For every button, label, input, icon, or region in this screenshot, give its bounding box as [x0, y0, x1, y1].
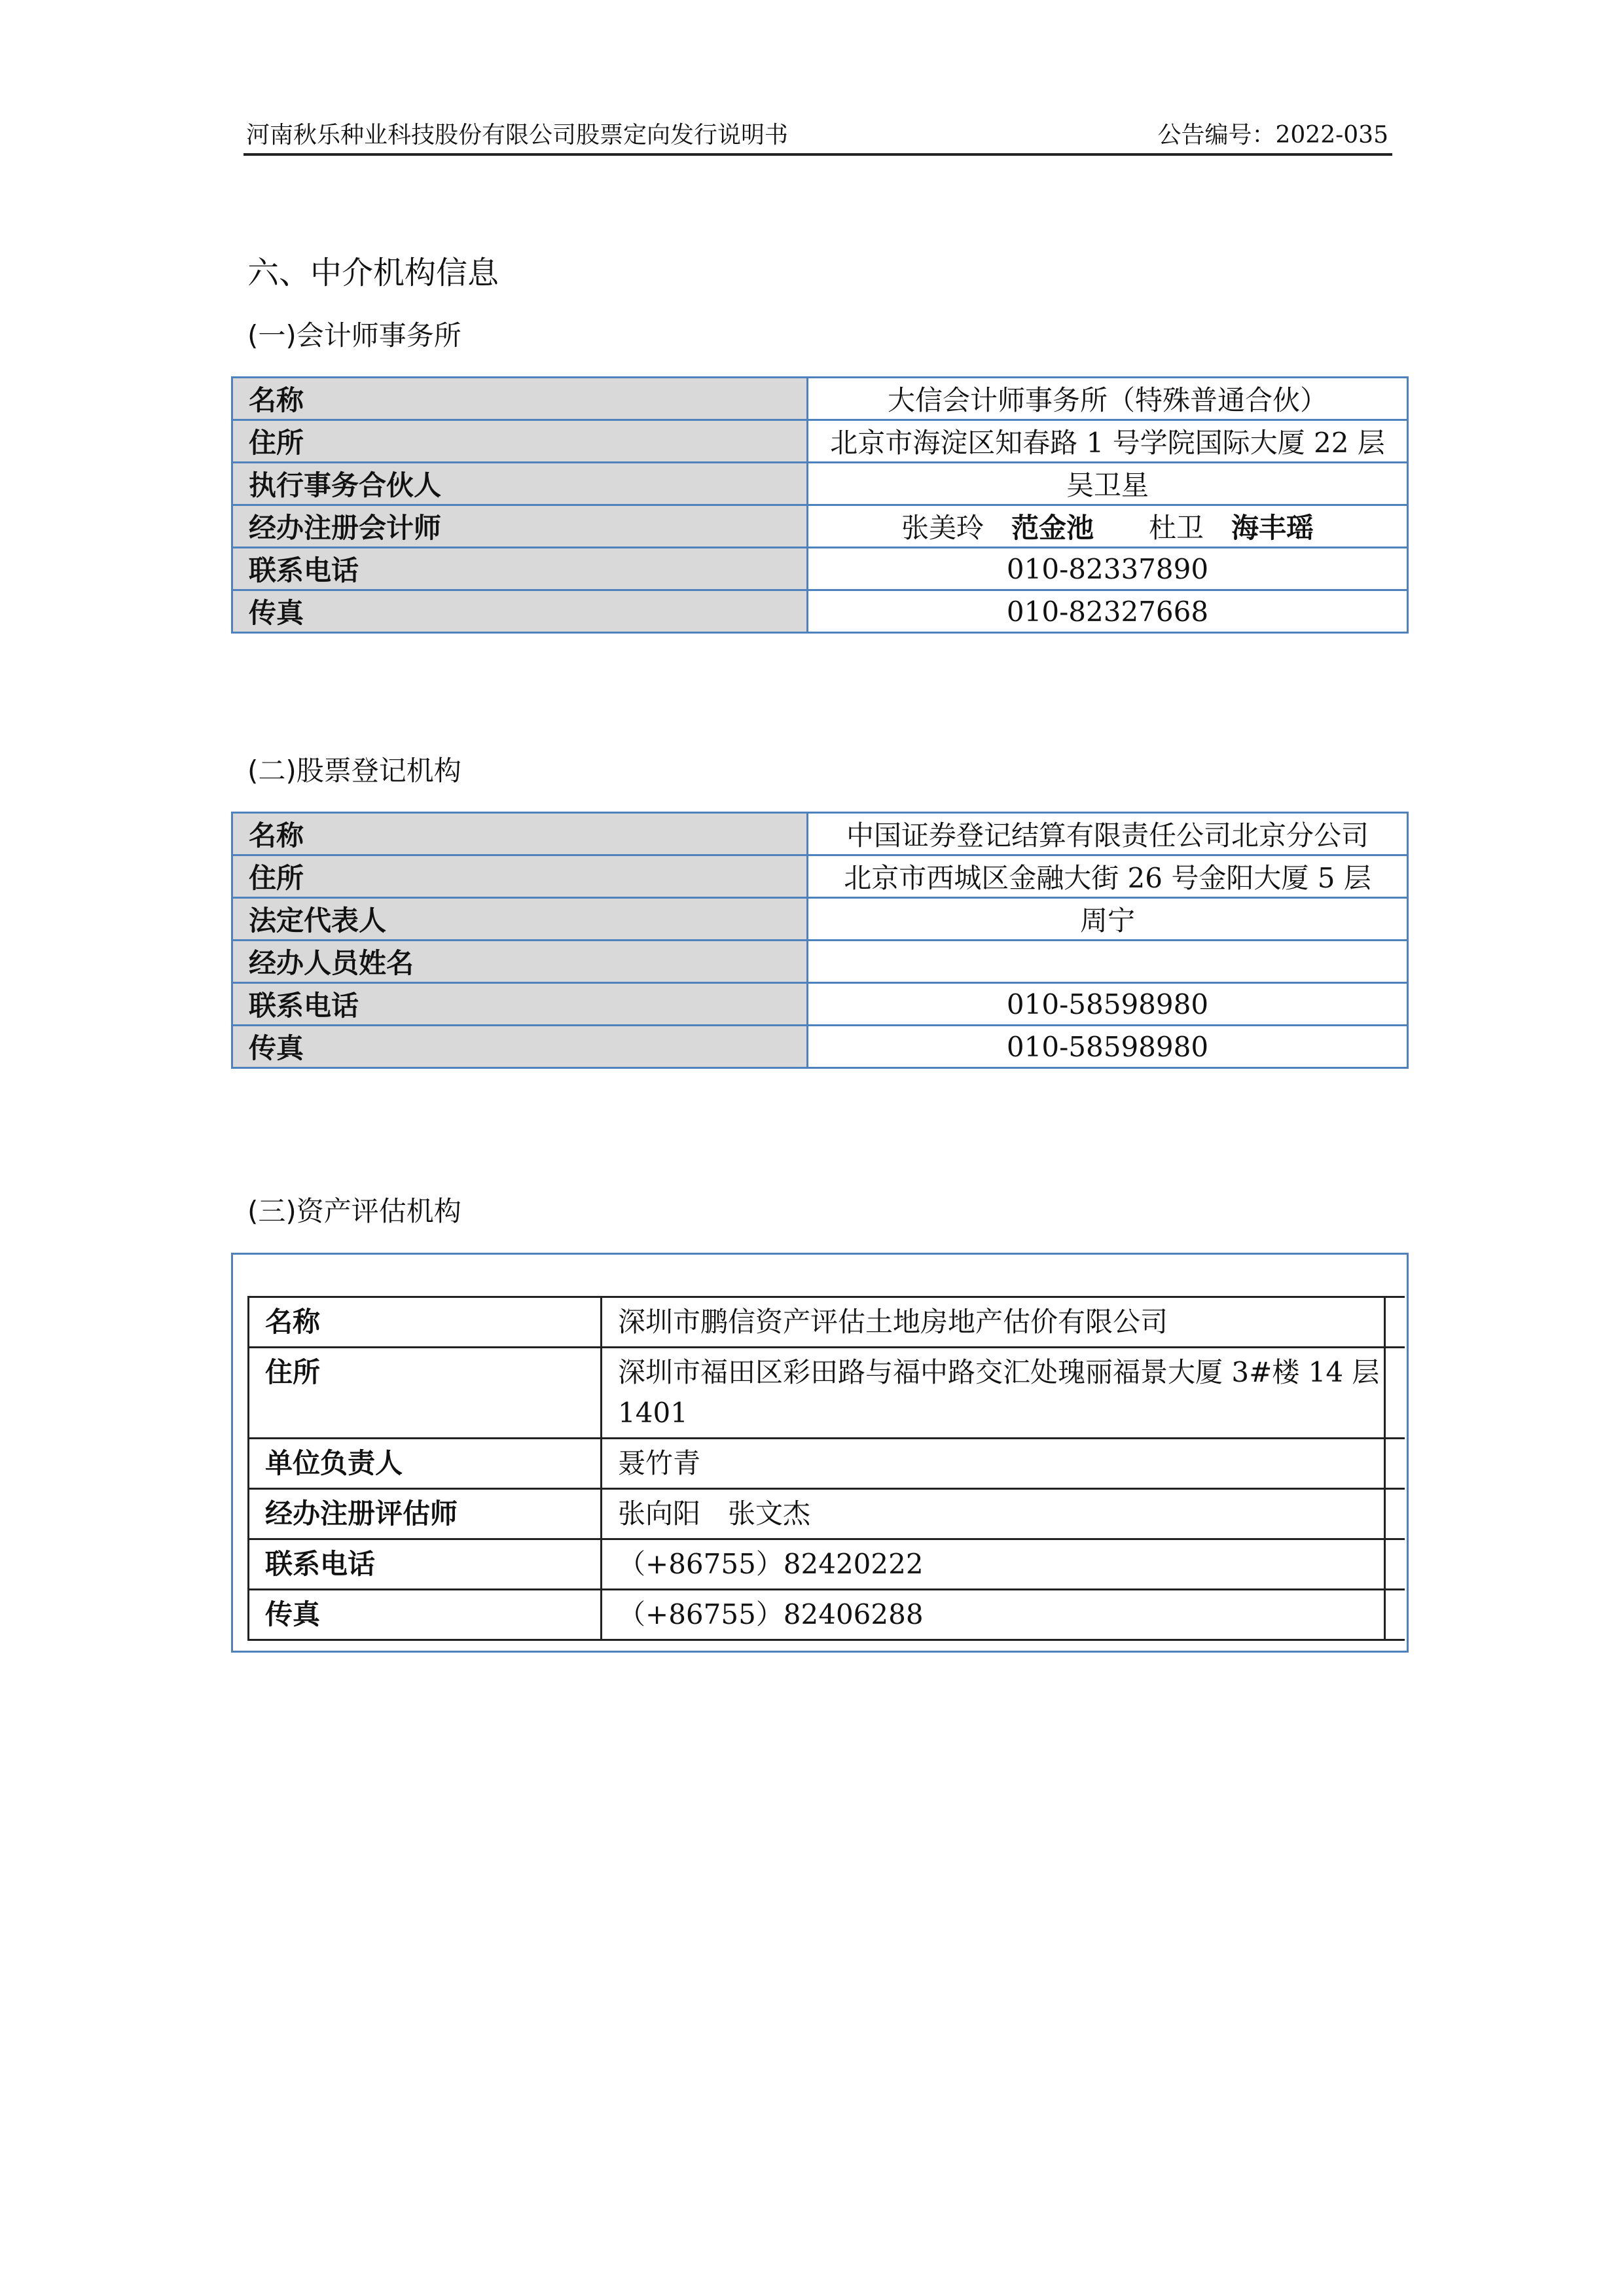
cpa-name: 杜卫: [1149, 512, 1204, 544]
registry-heading: (二)股票登记机构: [247, 755, 461, 787]
row-value: 吴卫星: [808, 463, 1408, 505]
row-label: 联系电话: [232, 983, 808, 1026]
row-value: [808, 505, 1408, 548]
table-row: [232, 378, 1408, 420]
blank-cell: [1385, 1489, 1405, 1539]
table-row: [249, 1297, 1405, 1348]
row-value: 010-82337890: [808, 548, 1408, 590]
blank-cell: [1385, 1439, 1405, 1489]
row-value: 010-82327668: [808, 590, 1408, 633]
table-row: [232, 898, 1408, 941]
row-value: 010-58598980: [808, 983, 1408, 1026]
row-value: 010-58598980: [808, 1026, 1408, 1068]
row-label: 执行事务合伙人: [232, 463, 808, 505]
accounting-heading: (一)会计师事务所: [247, 319, 461, 351]
cpa-name: 张美玲: [901, 512, 984, 544]
row-label: 住所: [249, 1348, 602, 1439]
row-value: 张向阳 张文杰: [602, 1489, 1385, 1539]
page-header: [244, 113, 1392, 156]
row-value: 北京市西城区金融大街 26 号金阳大厦 5 层: [808, 855, 1408, 898]
table-row: [249, 1539, 1405, 1590]
table-row: [249, 1590, 1405, 1640]
blank-cell: [1385, 1348, 1405, 1439]
row-label: 住所: [232, 420, 808, 463]
row-label: 经办注册会计师: [232, 505, 808, 548]
row-label: 名称: [249, 1297, 602, 1348]
accounting-table: [231, 376, 1409, 634]
notice-number: 公告编号：2022-035: [1157, 122, 1388, 149]
row-value: [808, 941, 1408, 983]
table-row: [232, 505, 1408, 548]
row-label: 传真: [232, 1026, 808, 1068]
row-label: 单位负责人: [249, 1439, 602, 1489]
row-label: 经办注册评估师: [249, 1489, 602, 1539]
row-value: 北京市海淀区知春路 1 号学院国际大厦 22 层: [808, 420, 1408, 463]
row-value: 大信会计师事务所（特殊普通合伙）: [808, 378, 1408, 420]
registry-table: [231, 812, 1409, 1069]
row-label: 法定代表人: [232, 898, 808, 941]
row-label: 传真: [232, 590, 808, 633]
row-label: 名称: [232, 813, 808, 855]
cpa-name: 范金池: [1011, 512, 1094, 544]
table-row: [232, 983, 1408, 1026]
table-row: [232, 941, 1408, 983]
document-title: 河南秋乐种业科技股份有限公司股票定向发行说明书: [246, 122, 789, 149]
blank-cell: [1385, 1297, 1405, 1348]
row-value: 聂竹青: [602, 1439, 1385, 1489]
row-value: 周宁: [808, 898, 1408, 941]
appraisal-table: [247, 1296, 1405, 1641]
row-label: 联系电话: [249, 1539, 602, 1590]
row-label: 传真: [249, 1590, 602, 1640]
table-row: [232, 1026, 1408, 1068]
blank-cell: [1385, 1539, 1405, 1590]
table-row: [249, 1348, 1405, 1439]
table-row: [249, 1489, 1405, 1539]
table-row: [232, 855, 1408, 898]
table-row: [232, 813, 1408, 855]
table-row: [232, 590, 1408, 633]
table-row: [249, 1439, 1405, 1489]
section-title: 六、中介机构信息: [247, 255, 499, 291]
row-value: 深圳市鹏信资产评估土地房地产估价有限公司: [602, 1297, 1385, 1348]
row-value: 中国证券登记结算有限责任公司北京分公司: [808, 813, 1408, 855]
row-label: 经办人员姓名: [232, 941, 808, 983]
table-row: [232, 420, 1408, 463]
row-label: 联系电话: [232, 548, 808, 590]
row-label: 名称: [232, 378, 808, 420]
row-value: （+86755）82406288: [602, 1590, 1385, 1640]
row-label: 住所: [232, 855, 808, 898]
appraisal-heading: (三)资产评估机构: [247, 1195, 461, 1227]
table-row: [232, 548, 1408, 590]
table-row: [232, 463, 1408, 505]
row-value: 深圳市福田区彩田路与福中路交汇处瑰丽福景大厦 3#楼 14 层 1401: [602, 1348, 1385, 1439]
blank-cell: [1385, 1590, 1405, 1640]
cpa-name: 海丰瑶: [1231, 512, 1314, 544]
row-value: （+86755）82420222: [602, 1539, 1385, 1590]
